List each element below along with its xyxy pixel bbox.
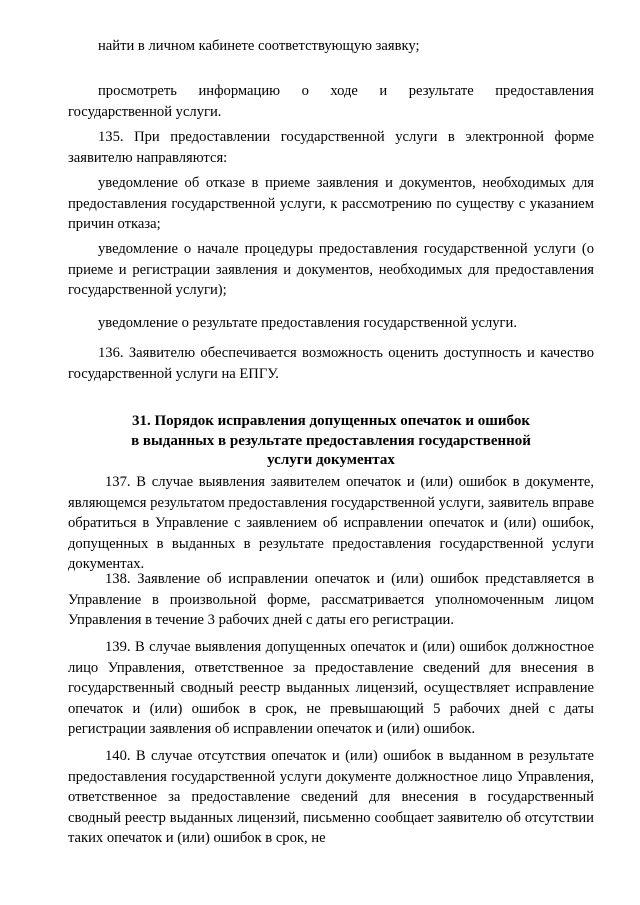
paragraph-view-information: просмотреть информацию о ходе и результате предоставления государственной услуги. [68, 83, 594, 120]
section-heading-line-2: в выданных в результате предоставления государственной [131, 432, 531, 449]
paragraph-140: 140. В случае отсутствия опечаток и (или) ошибок в выданном в результате предоставления государственной услуги документе должностное лицо Управления, ответственное за предоставление сведений для внесения в государственный сводный реестр выданных лицензий, письменно сообщает заявителю об отсутствии таких опечаток и (или) ошибок в срок, не [68, 748, 594, 846]
paragraph-notice-refusal: уведомление об отказе в приеме заявления и документов, необходимых для предоставления государственной услуги, к рассмотрению по существу с указанием причин отказа; [68, 175, 594, 232]
paragraph-139: 139. В случае выявления допущенных опечаток и (или) ошибок должностное лицо Управления, ответственное за предоставление сведений для внесения в государственный сводный реестр выданных лицензий, осуществляет исправление опечаток и (или) ошибок в срок, не превышающий 5 рабочих дней с даты регистрации заявления об исправлении опечаток и (или) ошибок. [68, 639, 594, 737]
paragraph-notice-start: уведомление о начале процедуры предоставления государственной услуги (о приеме и регистрации заявления и документов, необходимых для предоставления государственной услуги); [68, 241, 594, 298]
section-heading-31 [68, 412, 594, 471]
paragraph-136: 136. Заявителю обеспечивается возможность оценить доступность и качество государственной услуги на ЕПГУ. [68, 345, 594, 382]
paragraph-137: 137. В случае выявления заявителем опечаток и (или) ошибок в документе, являющемся результатом предоставления государственной услуги, заявитель вправе обратиться в Управление с заявлением об исправлении опечаток и (или) ошибок, допущенных в выданных в результате предоставления государственной услуги документах. [68, 474, 594, 572]
paragraph-135: 135. При предоставлении государственной услуги в электронной форме заявителю направляются: [68, 129, 594, 166]
section-heading-line-3: услуги документах [267, 452, 395, 468]
section-heading-line-1: 31. Порядок исправления допущенных опечаток и ошибок [131, 413, 531, 429]
paragraph-notice-result: уведомление о результате предоставления государственной услуги. [98, 315, 518, 331]
paragraph-138: 138. Заявление об исправлении опечаток и (или) ошибок представляется в Управление в произвольной форме, рассматривается уполномоченным лицом Управления в течение 3 рабочих дней с даты его регистрации. [68, 571, 594, 628]
paragraph-find-application: найти в личном кабинете соответствующую заявку; [98, 38, 420, 54]
